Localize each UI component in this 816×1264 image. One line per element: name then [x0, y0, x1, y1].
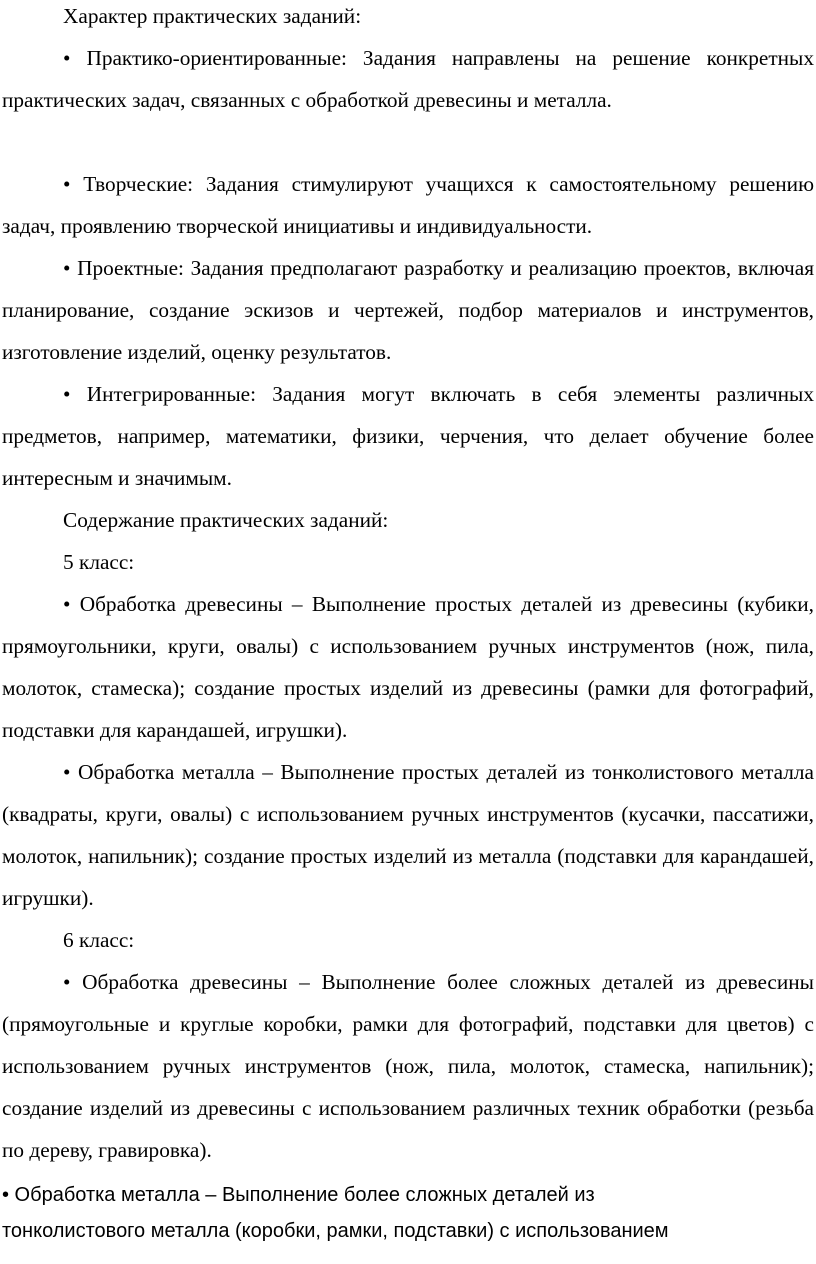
paragraph-integrated: • Интегрированные: Задания могут включать в себя элементы различных предметов, например, математики, физики, черчения, что делает обучение более интересным и значимым.	[2, 382, 814, 490]
paragraph-grade6-wood: • Обработка древесины – Выполнение более сложных деталей из древесины (прямоугольные и круглые коробки, рамки для фотографий, подставки для цветов) с использованием ручных инструментов (нож, пила, молоток, стамеска, напильник); создание изделий из древесины с использованием различных техник обработки (резьба по дереву, гравировка).	[2, 970, 814, 1162]
grade-5-heading: 5 класс:	[63, 550, 135, 574]
paragraph-grade6-metal-line1: • Обработка металла – Выполнение более сложных деталей из	[2, 1184, 595, 1206]
paragraph-heading-content: Содержание практических заданий:	[63, 508, 389, 532]
paragraph-creative: • Творческие: Задания стимулируют учащихся к самостоятельному решению задач, проявлению творческой инициативы и индивидуальности.	[2, 172, 814, 238]
paragraph-practical: • Практико-ориентированные: Задания направлены на решение конкретных практических задач, связанных с обработкой древесины и металла.	[2, 46, 814, 112]
paragraph-grade5-metal: • Обработка металла – Выполнение простых деталей из тонколистового металла (квадраты, круги, овалы) с использованием ручных инструментов (кусачки, пассатижи, молоток, напильник); создание простых изделий из металла (подставки для карандашей, игрушки).	[2, 760, 814, 910]
paragraph-project: • Проектные: Задания предполагают разработку и реализацию проектов, включая планирование, создание эскизов и чертежей, подбор материалов и инструментов, изготовление изделий, оценку результатов.	[2, 256, 814, 364]
paragraph-grade6-metal-line2: тонколистового металла (коробки, рамки, подставки) с использованием	[2, 1220, 669, 1242]
paragraph-heading-character: Характер практических заданий:	[63, 4, 362, 28]
paragraph-grade5-wood: • Обработка древесины – Выполнение простых деталей из древесины (кубики, прямоугольники, круги, овалы) с использованием ручных инструментов (нож, пила, молоток, стамеска); создание простых изделий из древесины (рамки для фотографий, подставки для карандашей, игрушки).	[2, 592, 814, 742]
grade-6-heading: 6 класс:	[63, 928, 135, 952]
